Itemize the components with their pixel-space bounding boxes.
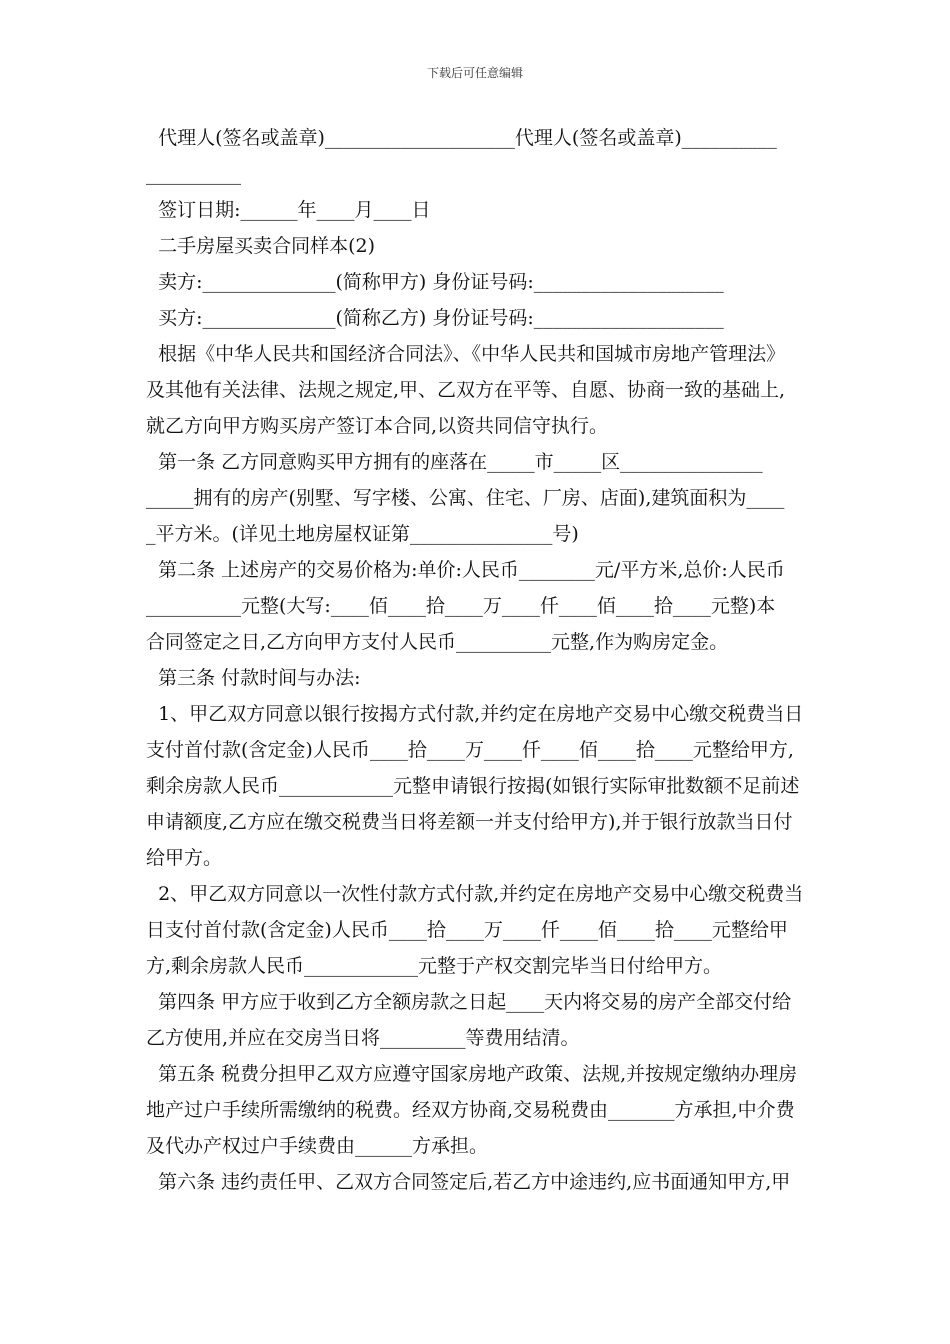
article-3-line: 第三条 付款时间与办法: (146, 667, 361, 689)
article-3-item-1-line: 给甲方。 (146, 847, 223, 869)
preamble-line: 及其他有关法律、法规之规定,甲、乙双方在平等、自愿、协商一致的基础上, (146, 379, 786, 401)
article-1-line: _平方米。(详见土地房屋权证第_______________号) (146, 523, 579, 545)
article-5-line: 第五条 税费分担甲乙双方应遵守国家房地产政策、法规,并按规定缴纳办理房 (146, 1063, 798, 1085)
sign-date-line: 签订日期:______年____月____日 (146, 199, 431, 221)
preamble-line: 根据《中华人民共和国经济合同法》、《中华人民共和国城市房地产管理法》 (146, 343, 786, 365)
article-3-item-2-line: 方,剩余房款人民币____________元整于产权交割完毕当日付给甲方。 (146, 955, 723, 977)
article-2-line: 第二条 上述房产的交易价格为:单价:人民币________元/平方米,总价:人民币 (146, 559, 785, 581)
article-6-line: 第六条 违约责任甲、乙双方合同签定后,若乙方中途违约,应书面通知甲方,甲 (146, 1171, 791, 1193)
article-5-line: 及代办产权过户手续费由______方承担。 (146, 1135, 489, 1157)
document-body (146, 120, 806, 1200)
buyer-line: 买方:______________(简称乙方) 身份证号码:____________________ (146, 307, 724, 329)
article-2-line: 合同签定之日,乙方向甲方支付人民币__________元整,作为购房定金。 (146, 631, 729, 653)
article-3-item-1-line: 申请额度,乙方应在缴交税费当日将差额一并支付给甲方),并于银行放款当日付 (146, 811, 793, 833)
seller-line: 卖方:______________(简称甲方) 身份证号码:____________________ (146, 271, 724, 293)
agent-signature-line-cont: __________ (146, 163, 241, 185)
article-1-line: _____拥有的房产(别墅、写字楼、公寓、住宅、厂房、店面),建筑面积为____ (146, 487, 785, 509)
agent-signature-line: 代理人(签名或盖章)____________________代理人(签名或盖章)__________ (146, 127, 777, 149)
contract-title: 二手房屋买卖合同样本(2) (146, 235, 375, 257)
article-3-item-1-line: 剩余房款人民币____________元整申请银行按揭(如银行实际审批数额不足前述 (146, 775, 800, 797)
article-3-item-2-line: 日支付首付款(含定金)人民币____拾____万____仟____佰____拾____元整给甲 (146, 919, 788, 941)
article-4-line: 乙方使用,并应在交房当日将_________等费用结清。 (146, 1027, 580, 1049)
article-4-line: 第四条 甲方应于收到乙方全额房款之日起____天内将交易的房产全部交付给 (146, 991, 792, 1013)
article-3-item-2-line: 2、甲乙双方同意以一次性付款方式付款,并约定在房地产交易中心缴交税费当 (146, 883, 804, 905)
article-3-item-1-line: 1、甲乙双方同意以银行按揭方式付款,并约定在房地产交易中心缴交税费当日 (146, 703, 804, 725)
article-3-item-1-line: 支付首付款(含定金)人民币____拾____万____仟____佰____拾____元整给甲方, (146, 739, 794, 761)
article-1-line: 第一条 乙方同意购买甲方拥有的座落在_____市_____区_______________ (146, 451, 763, 473)
article-5-line: 地产过户手续所需缴纳的税费。经双方协商,交易税费由_______方承担,中介费 (146, 1099, 795, 1121)
page-header: 下载后可任意编辑 (426, 66, 523, 80)
article-2-line: __________元整(大写:____佰____拾____万____仟____佰____拾____元整)本 (146, 595, 776, 617)
preamble-line: 就乙方向甲方购买房产签订本合同,以资共同信守执行。 (146, 415, 609, 437)
